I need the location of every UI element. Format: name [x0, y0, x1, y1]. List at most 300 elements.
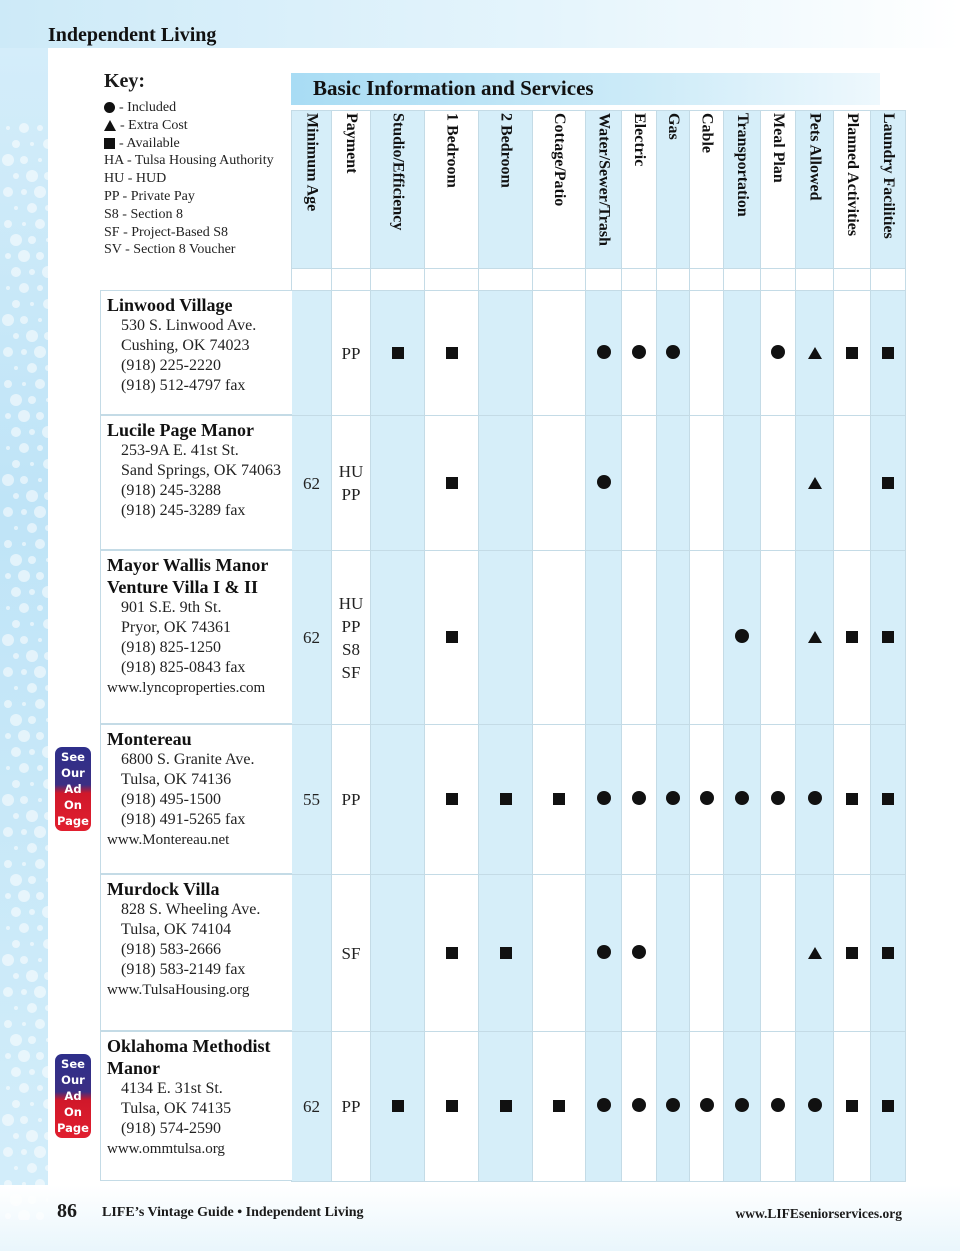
table-cell	[292, 416, 332, 551]
decor-dot	[27, 203, 37, 213]
decor-dot	[20, 476, 28, 484]
table-cell	[371, 875, 425, 1032]
decor-dot	[44, 652, 48, 660]
table-row	[292, 875, 906, 1032]
column-header	[761, 111, 796, 269]
decor-dot	[45, 205, 48, 211]
decor-dot	[29, 429, 35, 435]
legend-entry	[104, 117, 294, 135]
decor-dot	[6, 1086, 10, 1090]
decor-dot	[4, 220, 12, 228]
decor-dot	[6, 126, 10, 130]
decor-dot	[20, 796, 28, 804]
table-cell	[834, 725, 871, 875]
listing-address-line: (918) 583-2149 fax	[121, 961, 246, 978]
table-cell	[834, 416, 871, 551]
available-square-icon	[446, 1100, 458, 1112]
table-cell	[871, 725, 906, 875]
decor-dot	[37, 605, 43, 611]
column-header-label: Cottage/Patio	[551, 112, 568, 206]
table-cell	[796, 551, 834, 725]
included-circle-icon	[808, 1098, 822, 1112]
decor-dot	[10, 1194, 22, 1206]
decor-dot	[30, 1102, 34, 1106]
decor-dot	[35, 379, 45, 389]
table-cell	[332, 416, 371, 551]
decor-dot	[36, 892, 44, 900]
decor-dot	[35, 539, 45, 549]
table-cell	[622, 1032, 657, 1182]
available-square-icon	[446, 631, 458, 643]
decor-dot	[46, 398, 48, 402]
table-cell	[724, 875, 761, 1032]
table-cell	[871, 551, 906, 725]
header-spacer-row	[292, 269, 906, 291]
decor-dot	[46, 558, 48, 562]
decor-dot	[13, 333, 19, 339]
decor-dot	[2, 634, 14, 646]
table-cell	[332, 1032, 371, 1182]
decor-dot	[22, 702, 26, 706]
decor-dot	[21, 669, 27, 675]
decor-dot	[34, 1146, 46, 1158]
decor-dot	[46, 1198, 48, 1202]
listing-name: Lucile Page Manor	[107, 420, 254, 440]
decor-dot	[3, 507, 13, 517]
see-ad-badge-text: 61	[64, 830, 81, 844]
column-header	[622, 111, 657, 269]
decor-dot	[45, 525, 48, 531]
decor-dot	[4, 860, 12, 868]
see-ad-badge-text: Our	[61, 766, 85, 780]
column-header-label: Planned Activities	[844, 112, 861, 236]
available-square-icon	[553, 793, 565, 805]
decor-dot	[10, 234, 22, 246]
decor-dot	[38, 478, 42, 482]
decor-dot	[13, 1133, 19, 1139]
table-cell	[834, 1032, 871, 1182]
decor-dot	[38, 798, 42, 802]
decor-dot	[4, 1180, 12, 1188]
decor-dot	[38, 958, 42, 962]
decor-dot	[14, 846, 18, 850]
included-circle-icon	[597, 345, 611, 359]
listing-address-line: 4134 E. 31st St.	[121, 1080, 223, 1097]
available-square-icon	[446, 477, 458, 489]
legend-entry-text: - Available	[119, 135, 180, 151]
column-header	[479, 111, 533, 269]
decor-dot	[20, 956, 28, 964]
column-header	[371, 111, 425, 269]
table-cell	[834, 875, 871, 1032]
legend-title: Key:	[104, 70, 146, 92]
decor-dot	[29, 909, 35, 915]
available-square-icon	[500, 1100, 512, 1112]
table-cell	[871, 1032, 906, 1182]
table-title: Basic Information and Services	[313, 76, 594, 100]
listing-address-line: Tulsa, OK 74136	[121, 771, 232, 788]
payment-value: PP	[341, 343, 361, 363]
table-cell	[724, 725, 761, 875]
table-cell	[690, 725, 724, 875]
table-row	[292, 1032, 906, 1182]
decor-dot	[35, 1179, 45, 1189]
decor-dot	[44, 492, 48, 500]
decor-dot	[46, 1038, 48, 1042]
table-cell	[292, 875, 332, 1032]
decor-dot	[28, 876, 36, 884]
available-square-icon	[846, 947, 858, 959]
payment-value: SF	[341, 662, 361, 682]
included-circle-icon	[735, 629, 749, 643]
decor-dot	[21, 509, 27, 515]
decor-dot	[43, 459, 48, 469]
decor-dot	[37, 765, 43, 771]
decor-dot	[6, 766, 10, 770]
decor-dot	[4, 540, 12, 548]
decor-dot	[44, 812, 48, 820]
decor-dot	[19, 123, 29, 133]
table-cell	[586, 875, 622, 1032]
column-header	[657, 111, 690, 269]
decor-dot	[44, 1132, 48, 1140]
listing-address-line: Pryor, OK 74361	[121, 619, 232, 636]
listing-website[interactable]: www.TulsaHousing.org	[107, 982, 250, 998]
table-cell	[479, 291, 533, 416]
decor-dot	[27, 1003, 37, 1013]
listing-website[interactable]: www.ommtulsa.org	[107, 1141, 225, 1157]
legend-entry-text: - Included	[119, 100, 177, 115]
available-square-icon	[846, 1100, 858, 1112]
listing	[100, 1035, 292, 1159]
decor-dot	[20, 156, 28, 164]
see-ad-badge[interactable]	[55, 1054, 91, 1151]
listing	[100, 878, 292, 1000]
column-header-label: Laundry Facilities	[880, 112, 897, 239]
table-cell	[834, 551, 871, 725]
decor-dot	[22, 1022, 26, 1026]
available-square-icon	[500, 947, 512, 959]
table-cell	[796, 416, 834, 551]
table-row	[292, 551, 906, 725]
minimum-age-value: 62	[303, 1097, 320, 1116]
available-square-icon	[846, 793, 858, 805]
decor-dot	[6, 286, 10, 290]
minimum-age-value: 55	[303, 790, 320, 809]
listing	[100, 419, 292, 521]
column-header	[586, 111, 622, 269]
circle-icon	[104, 102, 115, 113]
legend-entry	[104, 170, 294, 188]
decor-dot	[26, 650, 38, 662]
decor-dot	[12, 940, 20, 948]
extra-cost-triangle-icon	[808, 631, 822, 643]
table-cell	[690, 291, 724, 416]
decor-dot	[22, 1182, 26, 1186]
decor-dot	[13, 173, 19, 179]
listing	[100, 294, 292, 396]
decor-dot	[18, 730, 30, 742]
payment-value: HU	[338, 593, 364, 613]
payment-value: HU	[338, 462, 364, 481]
decor-dot	[12, 1100, 20, 1108]
table-cell	[690, 416, 724, 551]
decor-dot	[35, 859, 45, 869]
table-cell	[371, 551, 425, 725]
available-square-icon	[392, 347, 404, 359]
listing-address-line: Sand Springs, OK 74063	[121, 462, 282, 479]
included-circle-icon	[771, 1098, 785, 1112]
decor-dot	[30, 942, 34, 946]
decor-dot	[21, 189, 27, 195]
decor-dot	[5, 733, 11, 739]
table-cell	[871, 416, 906, 551]
publication-title: LIFE’s Vintage Guide • Independent Living	[102, 1205, 364, 1220]
decor-dot	[29, 589, 35, 595]
column-header-label: Meal Plan	[770, 112, 787, 183]
table-row	[292, 416, 906, 551]
website-url[interactable]: www.LIFEseniorservices.org	[735, 1206, 902, 1221]
decor-dot	[20, 316, 28, 324]
decor-dot	[36, 572, 44, 580]
included-circle-icon	[632, 1098, 646, 1112]
table-cell	[425, 416, 479, 551]
table-cell	[761, 1032, 796, 1182]
decor-dot	[34, 666, 46, 678]
column-header	[332, 111, 371, 269]
decor-dot	[43, 939, 48, 949]
decor-dot	[42, 906, 48, 918]
decor-dot	[14, 526, 18, 530]
listing-address-line: (918) 512-4797 fax	[121, 377, 246, 394]
included-circle-icon	[632, 791, 646, 805]
legend-entry-text: PP - Private Pay	[104, 188, 195, 204]
decor-dot	[45, 685, 48, 691]
decor-dot	[45, 1005, 48, 1011]
decor-dot	[11, 267, 21, 277]
listing-address-line: (918) 574-2590	[121, 1120, 221, 1137]
decor-dot	[43, 139, 48, 149]
decor-dot	[5, 413, 11, 419]
listing-address-line: (918) 583-2666	[121, 941, 221, 958]
table-cell	[724, 416, 761, 551]
decor-dot	[29, 749, 35, 755]
decor-dot	[26, 490, 38, 502]
table-cell	[586, 416, 622, 551]
decor-dot	[44, 972, 48, 980]
decor-dot	[18, 570, 30, 582]
decor-dot	[11, 427, 21, 437]
listing-address-line: 901 S.E. 9th St.	[121, 599, 222, 616]
legend-entry-text: S8 - Section 8	[104, 206, 183, 222]
column-header-label: Transportation	[734, 112, 751, 217]
decor-dot	[22, 382, 26, 386]
decor-dot	[36, 412, 44, 420]
available-square-icon	[882, 631, 894, 643]
listing-address-line: 530 S. Linwood Ave.	[121, 317, 257, 334]
table-cell	[479, 551, 533, 725]
column-header-label: Studio/Efficiency	[389, 112, 407, 230]
decor-dot	[30, 142, 34, 146]
table-cell	[622, 725, 657, 875]
decor-dot	[35, 219, 45, 229]
listing-name: Linwood Village	[107, 295, 233, 315]
decor-dot	[46, 878, 48, 882]
decor-dot	[19, 443, 29, 453]
available-square-icon	[846, 347, 858, 359]
decor-dot	[5, 573, 11, 579]
decor-dot	[10, 554, 22, 566]
decor-dot	[29, 269, 35, 275]
listing-address-line: Tulsa, OK 74104	[121, 921, 232, 938]
table-cell	[292, 1032, 332, 1182]
listing-address-line: Tulsa, OK 74135	[121, 1100, 232, 1117]
decor-dot	[38, 638, 42, 642]
decor-dot	[4, 380, 12, 388]
decor-dot	[36, 1212, 44, 1220]
listing-name: Montereau	[107, 729, 192, 749]
decor-dot	[42, 1066, 48, 1078]
decor-dot	[10, 714, 22, 726]
decor-dot	[14, 206, 18, 210]
table-cell	[586, 1032, 622, 1182]
decor-dot	[19, 1083, 29, 1093]
column-header-label: Pets Allowed	[806, 112, 824, 201]
decor-dot	[5, 1213, 11, 1219]
see-ad-badge-text: Page	[57, 814, 89, 828]
legend-entry	[104, 152, 294, 170]
table-cell	[871, 875, 906, 1032]
legend-entry	[104, 206, 294, 224]
decor-dot	[38, 318, 42, 322]
table-cell	[622, 875, 657, 1032]
available-square-icon	[446, 347, 458, 359]
extra-cost-triangle-icon	[808, 947, 822, 959]
table-cell	[724, 1032, 761, 1182]
payment-value: PP	[341, 790, 361, 809]
decor-dot	[19, 923, 29, 933]
decor-dot	[18, 890, 30, 902]
decor-dot	[37, 445, 43, 451]
decor-dot	[37, 285, 43, 291]
decor-dot	[13, 813, 19, 819]
column-header-row	[292, 111, 906, 269]
minimum-age-value: 62	[303, 473, 320, 493]
table-cell	[657, 551, 690, 725]
listing-name: Venture Villa I & II	[107, 577, 259, 597]
decor-dot	[38, 158, 42, 162]
decor-dot	[6, 926, 10, 930]
available-square-icon	[446, 793, 458, 805]
decor-dot	[12, 300, 20, 308]
decor-dot	[20, 636, 28, 644]
payment-value: SF	[341, 943, 361, 963]
listing-address-line: (918) 825-0843 fax	[121, 659, 246, 676]
decor-dot	[10, 1034, 22, 1046]
legend-entry-text: SV - Section 8 Voucher	[104, 242, 236, 258]
decor-dot	[18, 250, 30, 262]
available-square-icon	[882, 947, 894, 959]
table-cell	[871, 291, 906, 416]
decor-dot	[21, 349, 27, 355]
decor-dot	[11, 747, 21, 757]
column-header	[834, 111, 871, 269]
decor-dot	[45, 1165, 48, 1171]
see-ad-badge[interactable]	[55, 747, 91, 844]
decor-dot	[21, 829, 27, 835]
listing-website[interactable]: www.lyncoproperties.com	[107, 680, 266, 696]
decor-dot	[19, 283, 29, 293]
available-square-icon	[392, 1100, 404, 1112]
decor-dot	[30, 462, 34, 466]
decor-dot	[2, 474, 14, 486]
decor-dot	[27, 683, 37, 693]
table-cell	[586, 725, 622, 875]
table-cell	[834, 291, 871, 416]
decor-dot	[3, 987, 13, 997]
page-number: 86	[57, 1200, 77, 1222]
included-circle-icon	[597, 475, 611, 489]
decor-dot	[18, 410, 30, 422]
table-cell	[425, 291, 479, 416]
table-cell	[425, 725, 479, 875]
listing-address-line: 6800 S. Granite Ave.	[121, 751, 255, 768]
available-square-icon	[446, 947, 458, 959]
table-cell	[533, 875, 586, 1032]
column-header-label: Minimum Age	[303, 112, 321, 211]
legend-entry	[104, 99, 294, 117]
decor-dot	[34, 346, 46, 358]
table-cell	[657, 1032, 690, 1182]
table-cell	[332, 725, 371, 875]
section-title: Independent Living	[48, 24, 217, 46]
available-square-icon	[882, 347, 894, 359]
decor-dot	[11, 907, 21, 917]
included-circle-icon	[666, 345, 680, 359]
listing-website[interactable]: www.Montereau.net	[107, 832, 230, 848]
decor-dot	[2, 794, 14, 806]
legend-entry-text: HU - HUD	[104, 171, 167, 187]
decor-dot	[45, 365, 48, 371]
decor-dot	[27, 1163, 37, 1173]
column-header-label: Electric	[631, 112, 648, 166]
decor-dot	[22, 542, 26, 546]
legend-entry	[104, 135, 294, 153]
legend-entry	[104, 188, 294, 206]
decor-dot	[3, 347, 13, 357]
available-square-icon	[882, 477, 894, 489]
listing-address-line: 828 S. Wheeling Ave.	[121, 901, 261, 918]
included-circle-icon	[771, 345, 785, 359]
table-cell	[657, 416, 690, 551]
table-cell	[586, 551, 622, 725]
decor-dot	[14, 366, 18, 370]
table-cell	[761, 291, 796, 416]
decor-dot	[43, 779, 48, 789]
decor-dot	[26, 970, 38, 982]
legend-entry-text: - Extra Cost	[120, 117, 188, 133]
decor-dot	[3, 827, 13, 837]
included-circle-icon	[597, 791, 611, 805]
included-circle-icon	[700, 791, 714, 805]
decor-dot	[4, 1020, 12, 1028]
decor-dot	[28, 1036, 36, 1044]
decor-dot	[22, 862, 26, 866]
decor-dot	[37, 925, 43, 931]
table-cell	[622, 291, 657, 416]
decor-dot	[2, 1114, 14, 1126]
extra-cost-triangle-icon	[808, 347, 822, 359]
